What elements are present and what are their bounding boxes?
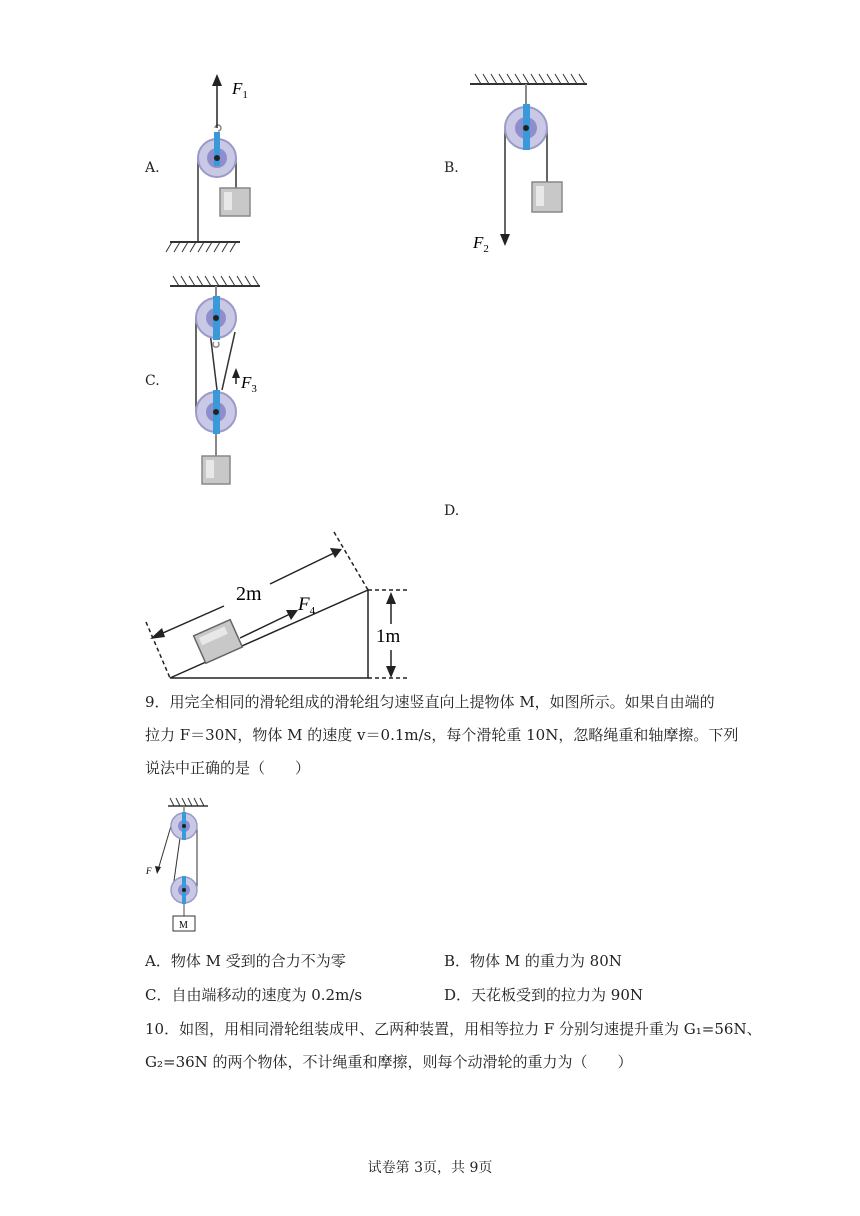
q9-force-label: F bbox=[146, 866, 152, 876]
q10-line-2: G₂=36N 的两个物体，不计绳重和摩擦，则每个动滑轮的重力为（ ） bbox=[145, 1053, 633, 1071]
figure-b-fixed-pulley bbox=[465, 70, 595, 260]
q9-option-a: A．物体 M 受到的合力不为零 bbox=[145, 952, 346, 970]
figure-a-movable-pulley bbox=[160, 70, 280, 260]
q9-line-3: 说法中正确的是（ ） bbox=[145, 759, 311, 777]
force-f1-label: $F_1$ bbox=[232, 79, 248, 101]
q10-stem bbox=[145, 1013, 785, 1079]
q9-pulley-figure bbox=[140, 792, 220, 937]
q9-line-1: 9．用完全相同的滑轮组成的滑轮组匀速竖直向上提物体 M，如图所示。如果自由端的 bbox=[145, 693, 715, 711]
figure-d-inclined-plane bbox=[140, 528, 420, 688]
option-c-label: C. bbox=[145, 373, 160, 389]
force-f2-label: $F_2$ bbox=[473, 233, 489, 255]
q10-line-1: 10．如图，用相同滑轮组装成甲、乙两种装置，用相等拉力 F 分别匀速提升重为 G₁=56N、 bbox=[145, 1020, 762, 1038]
height-label: 1m bbox=[376, 626, 401, 647]
option-b-label: B. bbox=[444, 160, 459, 176]
q9-option-d: D．天花板受到的拉力为 90N bbox=[444, 986, 644, 1004]
option-a-label: A. bbox=[145, 160, 160, 176]
page-footer: 试卷第 3页，共 9页 bbox=[367, 1160, 493, 1176]
force-f4-label: $F_4$ bbox=[298, 594, 316, 617]
force-f3-label: $F_3$ bbox=[241, 373, 257, 395]
slope-length-label: 2m bbox=[236, 583, 262, 605]
option-d-label: D. bbox=[444, 503, 460, 519]
q9-line-2: 拉力 F＝30N，物体 M 的速度 v＝0.1m/s，每个滑轮重 10N，忽略绳重和轴摩擦。下列 bbox=[145, 726, 739, 744]
q9-stem bbox=[145, 686, 785, 785]
figure-c-pulley-block bbox=[165, 272, 275, 490]
q9-option-b: B．物体 M 的重力为 80N bbox=[444, 952, 622, 970]
q9-mass-label: M bbox=[179, 920, 188, 931]
q9-option-c: C．自由端移动的速度为 0.2m/s bbox=[145, 986, 363, 1004]
